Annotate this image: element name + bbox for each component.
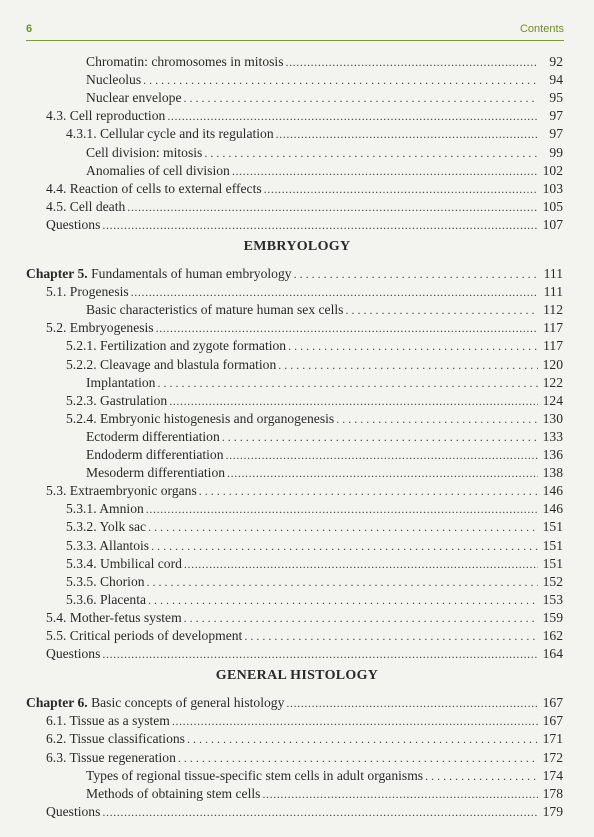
- toc-entry[interactable]: [0, 71, 594, 89]
- chapter-title: Basic concepts of general histology: [87, 695, 285, 711]
- dot-leader: [336, 410, 538, 428]
- toc-entry[interactable]: [0, 803, 594, 821]
- toc-entry[interactable]: [0, 730, 594, 748]
- toc-entry-label: 6.2. Tissue classifications: [46, 731, 185, 747]
- dot-leader: [172, 712, 538, 730]
- dot-leader: [184, 555, 538, 573]
- toc-entry[interactable]: [0, 555, 594, 573]
- dot-leader: [156, 319, 538, 337]
- toc-entry-label: Types of regional tissue-specific stem cells in adult organisms: [86, 767, 424, 783]
- dot-leader: [286, 694, 538, 712]
- toc-entry[interactable]: [0, 627, 594, 645]
- page-number: 6: [26, 23, 33, 35]
- dot-leader: [146, 500, 538, 518]
- toc-entry[interactable]: [0, 180, 594, 198]
- dot-leader: [169, 392, 538, 410]
- toc-entry[interactable]: [0, 356, 594, 374]
- toc-entry[interactable]: [0, 591, 594, 609]
- dot-leader: [226, 446, 538, 464]
- toc-entry[interactable]: [0, 645, 594, 663]
- toc-entry-label: 5.2.1. Fertilization and zygote formation: [66, 338, 287, 354]
- toc-entry-label: Implantation: [86, 374, 156, 390]
- toc-page-number: 103: [542, 180, 563, 196]
- toc-page-number: 94: [549, 72, 563, 88]
- toc-entry-label: 5.5. Critical periods of development: [46, 628, 243, 643]
- toc-entry-label: 6.3. Tissue regeneration: [46, 749, 176, 765]
- toc-entry-label: Ectoderm differentiation: [86, 428, 220, 444]
- toc-page-number: 151: [542, 537, 563, 553]
- toc-entry[interactable]: [0, 107, 594, 125]
- toc-entry-label: 5.4. Mother-fetus system: [46, 609, 182, 625]
- section-heading: EMBRYOLOGY: [243, 239, 351, 254]
- toc-page-number: 172: [542, 749, 563, 765]
- toc-page-number: 112: [543, 302, 563, 318]
- toc-page-number: 162: [542, 628, 563, 643]
- toc-page-number: 120: [542, 356, 563, 372]
- toc-entry-label: 4.5. Cell death: [46, 198, 126, 214]
- toc-page-number: 111: [543, 284, 563, 300]
- toc-page-number: 117: [543, 338, 563, 354]
- toc-page-number: 133: [542, 428, 563, 444]
- toc-page-number: 92: [549, 54, 563, 69]
- toc-entry-label: Basic characteristics of mature human sex cells: [86, 302, 344, 318]
- dot-leader: [131, 283, 538, 301]
- toc-entry-label: 5.3.3. Allantois: [66, 537, 150, 553]
- toc-entry-label: 5.3.6. Placenta: [66, 591, 147, 607]
- toc-entry-label: 4.3.1. Cellular cycle and its regulation: [66, 126, 274, 142]
- dot-leader: [148, 591, 538, 609]
- toc-entry[interactable]: [0, 694, 594, 712]
- toc-entry-label: Methods of obtaining stem cells: [86, 785, 261, 801]
- dot-leader: [127, 198, 538, 216]
- toc-entry[interactable]: [0, 301, 594, 319]
- toc-entry-label: 5.3. Extraembryonic organs: [46, 483, 197, 499]
- toc-entry-label: Cell division: mitosis: [86, 144, 203, 160]
- dot-leader: [244, 627, 538, 645]
- toc-entry[interactable]: [0, 319, 594, 337]
- toc-page-number: 99: [549, 144, 563, 160]
- toc-entry-label: 5.1. Progenesis: [46, 284, 129, 300]
- toc-entry-label: [26, 694, 286, 712]
- toc-page-number: 105: [542, 198, 563, 214]
- toc-page-number: 151: [542, 519, 563, 535]
- toc-page-number: 167: [542, 713, 563, 729]
- toc-entry-label: 5.2. Embryogenesis: [46, 320, 154, 336]
- dot-leader: [264, 180, 538, 198]
- toc-entry-label: 5.3.2. Yolk sac: [66, 519, 147, 535]
- toc-entry-label: Questions: [46, 216, 101, 232]
- dot-leader: [222, 428, 538, 446]
- toc-entry[interactable]: [0, 162, 594, 180]
- toc-entry[interactable]: [0, 410, 594, 428]
- toc-entry[interactable]: [0, 125, 594, 143]
- toc-entry[interactable]: [0, 749, 594, 767]
- toc-page-number: 117: [543, 320, 563, 336]
- toc-entry-label: Nuclear envelope: [86, 90, 182, 106]
- dot-leader: [102, 645, 538, 663]
- toc-entry-label: Nucleolus: [86, 72, 142, 88]
- toc-entry[interactable]: [0, 573, 594, 591]
- toc-entry[interactable]: [0, 198, 594, 216]
- toc-page-number: 164: [542, 646, 563, 662]
- toc-entry-label: [26, 265, 294, 283]
- dot-leader: [102, 803, 538, 821]
- toc-page-number: 146: [542, 501, 563, 517]
- toc-entry[interactable]: [0, 216, 594, 234]
- toc-page-number: 124: [542, 392, 563, 408]
- toc-entry[interactable]: [0, 712, 594, 730]
- toc-entry[interactable]: [0, 144, 594, 162]
- toc-entry[interactable]: [0, 609, 594, 627]
- toc-entry[interactable]: [0, 785, 594, 803]
- toc-page-number: 102: [542, 162, 563, 178]
- section-heading: GENERAL HISTOLOGY: [215, 668, 379, 684]
- toc-page-number: 111: [543, 266, 563, 281]
- toc-page-number: 152: [542, 573, 563, 589]
- dot-leader: [278, 356, 538, 374]
- toc-entry-label: 4.4. Reaction of cells to external effects: [46, 180, 262, 196]
- toc-entry-label: 5.3.5. Chorion: [66, 573, 145, 589]
- dot-leader: [102, 216, 538, 234]
- toc-entry-label: Questions: [46, 803, 101, 819]
- toc-entry[interactable]: [0, 337, 594, 355]
- chapter-title: Fundamentals of human embryology: [87, 266, 292, 281]
- toc-page-number: 122: [542, 374, 563, 390]
- toc-page-number: 107: [542, 216, 563, 232]
- toc-page-number: 153: [542, 591, 563, 607]
- toc-page-number: 151: [542, 555, 563, 571]
- toc-page-number: 130: [542, 410, 563, 426]
- toc-page-number: 138: [542, 465, 563, 481]
- toc-page-number: 136: [542, 447, 563, 462]
- dot-leader: [167, 107, 538, 125]
- toc-page-number: 179: [542, 803, 563, 819]
- toc-page-number: 95: [549, 90, 563, 106]
- toc-entry-label: Anomalies of cell division: [86, 162, 230, 178]
- dot-leader: [276, 125, 538, 143]
- dot-leader: [199, 482, 538, 500]
- toc-entry-label: Endoderm differentiation: [86, 447, 224, 462]
- toc-page-number: 174: [542, 767, 563, 783]
- toc-entry-label: 6.1. Tissue as a system: [46, 713, 170, 729]
- dot-leader: [285, 53, 538, 71]
- toc-entry[interactable]: [0, 374, 594, 392]
- toc-page-number: 97: [549, 108, 563, 124]
- dot-leader: [345, 301, 538, 319]
- toc-entry[interactable]: [0, 482, 594, 500]
- toc-page-number: 97: [549, 126, 563, 142]
- toc-entry[interactable]: [0, 518, 594, 536]
- toc-entry-label: 5.3.1. Amnion: [66, 501, 144, 517]
- toc-entry-label: Questions: [46, 646, 101, 662]
- dot-leader: [151, 537, 538, 555]
- running-title: Contents: [519, 23, 564, 35]
- toc-page-number: 146: [542, 483, 563, 499]
- dot-leader: [187, 730, 538, 748]
- dot-leader: [157, 374, 538, 392]
- dot-leader: [232, 162, 538, 180]
- toc-page-number: 159: [542, 609, 563, 625]
- chapter-number: Chapter 5.: [26, 266, 88, 281]
- toc-page-number: 167: [542, 695, 563, 711]
- toc-page-number: 171: [542, 731, 563, 747]
- dot-leader: [178, 749, 538, 767]
- toc-page-number: 178: [542, 785, 563, 801]
- toc-entry-label: 5.2.4. Embryonic histogenesis and organogenesis: [66, 410, 335, 426]
- chapter-number: Chapter 6.: [26, 695, 88, 711]
- toc-entry[interactable]: [0, 392, 594, 410]
- dot-leader: [262, 785, 538, 803]
- toc-entry-label: 5.2.3. Gastrulation: [66, 392, 168, 408]
- toc-entry[interactable]: [0, 89, 594, 107]
- dot-leader: [184, 609, 538, 627]
- toc-entry[interactable]: [0, 53, 594, 71]
- dot-leader: [294, 265, 538, 283]
- toc-entry[interactable]: [0, 500, 594, 518]
- toc-entry-label: Chromatin: chromosomes in mitosis: [86, 54, 284, 69]
- toc-entry[interactable]: [0, 767, 594, 785]
- toc-entry-label: Mesoderm differentiation: [86, 465, 226, 481]
- dot-leader: [147, 573, 538, 591]
- toc-entry-label: 5.3.4. Umbilical cord: [66, 555, 182, 571]
- dot-leader: [143, 71, 538, 89]
- dot-leader: [148, 518, 538, 536]
- dot-leader: [288, 337, 538, 355]
- dot-leader: [183, 89, 538, 107]
- dot-leader: [204, 144, 538, 162]
- toc-entry[interactable]: [0, 265, 594, 283]
- dot-leader: [227, 464, 538, 482]
- toc-entry[interactable]: [0, 537, 594, 555]
- toc-entry-label: 5.2.2. Cleavage and blastula formation: [66, 356, 277, 372]
- toc-entry[interactable]: [0, 428, 594, 446]
- toc-entry[interactable]: [0, 283, 594, 301]
- toc-entry[interactable]: [0, 446, 594, 464]
- toc-entry-label: 4.3. Cell reproduction: [46, 108, 166, 124]
- dot-leader: [425, 767, 538, 785]
- toc-entry[interactable]: [0, 464, 594, 482]
